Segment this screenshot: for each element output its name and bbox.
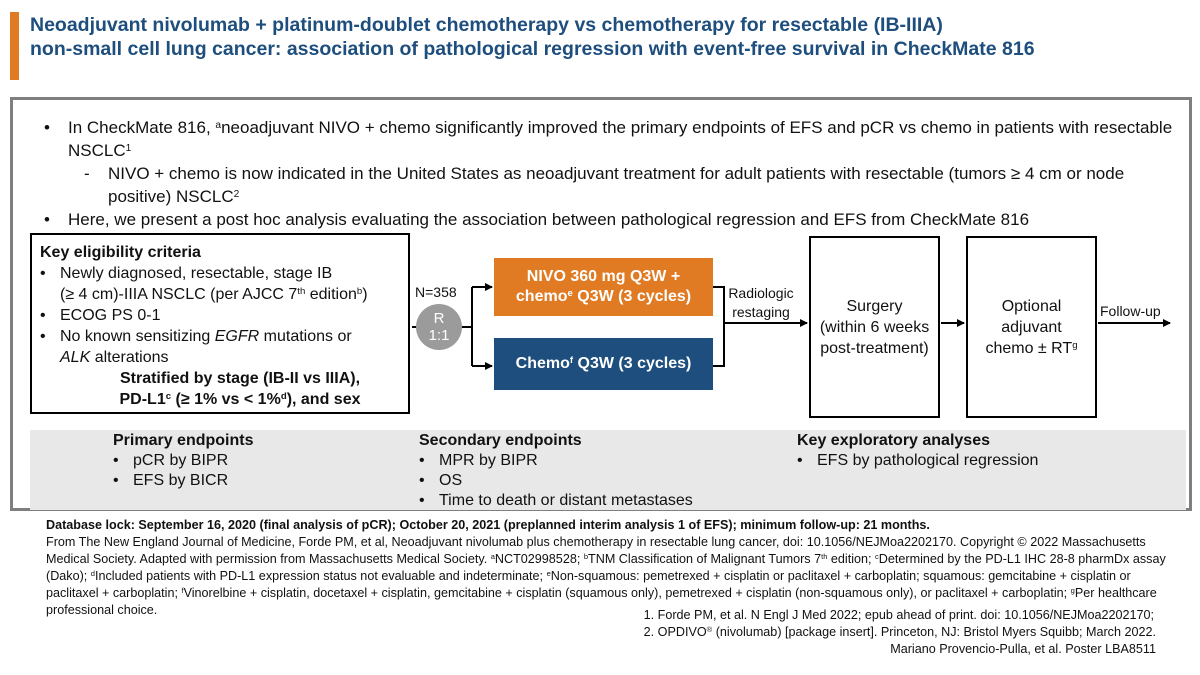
title-line-1: Neoadjuvant nivolumab + platinum-doublet chemotherapy vs chemotherapy for resectable (IB-IIIA): [30, 14, 943, 36]
sub-bullet-1: - NIVO + chemo is now indicated in the United States as neoadjuvant treatment for adult patients with resectable (tumors ≥ 4 cm or node positive) NSCLC$^2$: [44, 162, 1174, 208]
references: [644, 607, 1156, 658]
title-line-2: non-small cell lung cancer: association of pathological regression with event-free survival in CheckMate 816: [30, 38, 1035, 60]
exploratory-analyses: Key exploratory analyses • EFS by pathological regression: [797, 431, 1177, 471]
footnote-body: From The New England Journal of Medicine, Forde PM, et al, Neoadjuvant nivolumab plus chemotherapy in resectable lung cancer, doi: 10.1056/NEJMoa2202170. Copyright © 2022 Massachusetts Medical Society. Adapted with permission from Massachusetts Medical Society. $^a$NCT02998528; $^b$TNM Classification of Malignant Tumors 7th edition; $^c$Determined by the PD-L1 IHC 28-8 pharmDx assay (Dako); $^d$Included patients with PD-L1 expression status not evaluable and indeterminate; $^e$Non-squamous: pemetrexed + cisplatin or paclitaxel + carboplatin; squamous: gemcitabine + cisplatin or paclitaxel + carboplatin; $^f$Vinorelbine + cisplatin, docetaxel + cisplatin, gemcitabine + cisplatin (squamous only), pemetrexed + cisplatin (non-squamous only), or paclitaxel + carboplatin; $^g$Per healthcare professional choice.: [46, 535, 1166, 617]
reference-2: 2. OPDIVO® (nivolumab) [package insert]. Princeton, NJ: Bristol Myers Squibb; March 2022.: [643, 625, 1156, 639]
chemo-arm-box: Chemo$^f$ Q3W (3 cycles): [494, 338, 713, 390]
reference-1: 1. Forde PM, et al. N Engl J Med 2022; epub ahead of print. doi: 10.1056/NEJMoa2202170;: [643, 608, 1155, 622]
surgery-box: Surgery (within 6 weeks post-treatment): [809, 236, 940, 418]
poster-credit: Mariano Provencio-Pulla, et al. Poster LBA8511: [890, 642, 1156, 656]
eligibility-box: [30, 233, 410, 414]
follow-up-label: Follow-up: [1100, 303, 1161, 319]
endpoint-item: • OS: [419, 471, 759, 491]
optional-adjuvant-box: Optional adjuvant chemo ± $RT^g$: [966, 236, 1097, 418]
eligibility-item: • Newly diagnosed, resectable, stage IB (≥ 4 cm)-IIIA NSCLC (per AJCC 7th edition$^b$): [40, 263, 400, 305]
bullet-1: • In CheckMate 816, $^a$neoadjuvant NIVO + chemo significantly improved the primary endpoints of EFS and pCR vs chemo in patients with resectable NSCLC$^1$: [44, 116, 1174, 162]
eligibility-item: • ECOG PS 0-1: [40, 305, 400, 326]
endpoint-item: • pCR by BIPR: [113, 451, 393, 471]
footnote: [46, 517, 1186, 619]
endpoint-item: • MPR by BIPR: [419, 451, 759, 471]
stratification: Stratified by stage (IB-II vs IIIA), PD-L1$^c$ (≥ 1% vs < 1%$^d$), and sex: [119, 370, 361, 408]
database-lock-note: Database lock: September 16, 2020 (final analysis of pCR); October 20, 2021 (preplanned interim analysis 1 of EFS); minimum follow-up: 21 months.: [46, 518, 930, 532]
eligibility-title: Key eligibility criteria: [40, 244, 201, 261]
randomization-circle: R 1:1: [416, 304, 462, 350]
endpoint-item: • Time to death or distant metastases: [419, 491, 759, 511]
radiologic-restaging-label: Radiologic restaging: [728, 285, 794, 320]
sample-size-label: N=358: [415, 284, 457, 300]
bullet-2: • Here, we present a post hoc analysis evaluating the association between pathological regression and EFS from CheckMate 816: [44, 208, 1174, 231]
endpoint-item: • EFS by BICR: [113, 471, 393, 491]
eligibility-item: • No known sensitizing EGFR mutations or ALK alterations: [40, 326, 400, 368]
secondary-endpoints: Secondary endpoints • MPR by BIPR • OS • Time to death or distant metastases: [419, 431, 759, 511]
endpoint-item: • EFS by pathological regression: [797, 451, 1177, 471]
primary-endpoints: Primary endpoints • pCR by BIPR • EFS by BICR: [113, 431, 393, 491]
nivo-arm-box: NIVO 360 mg Q3W + chemo$^e$ Q3W (3 cycles): [494, 258, 713, 316]
